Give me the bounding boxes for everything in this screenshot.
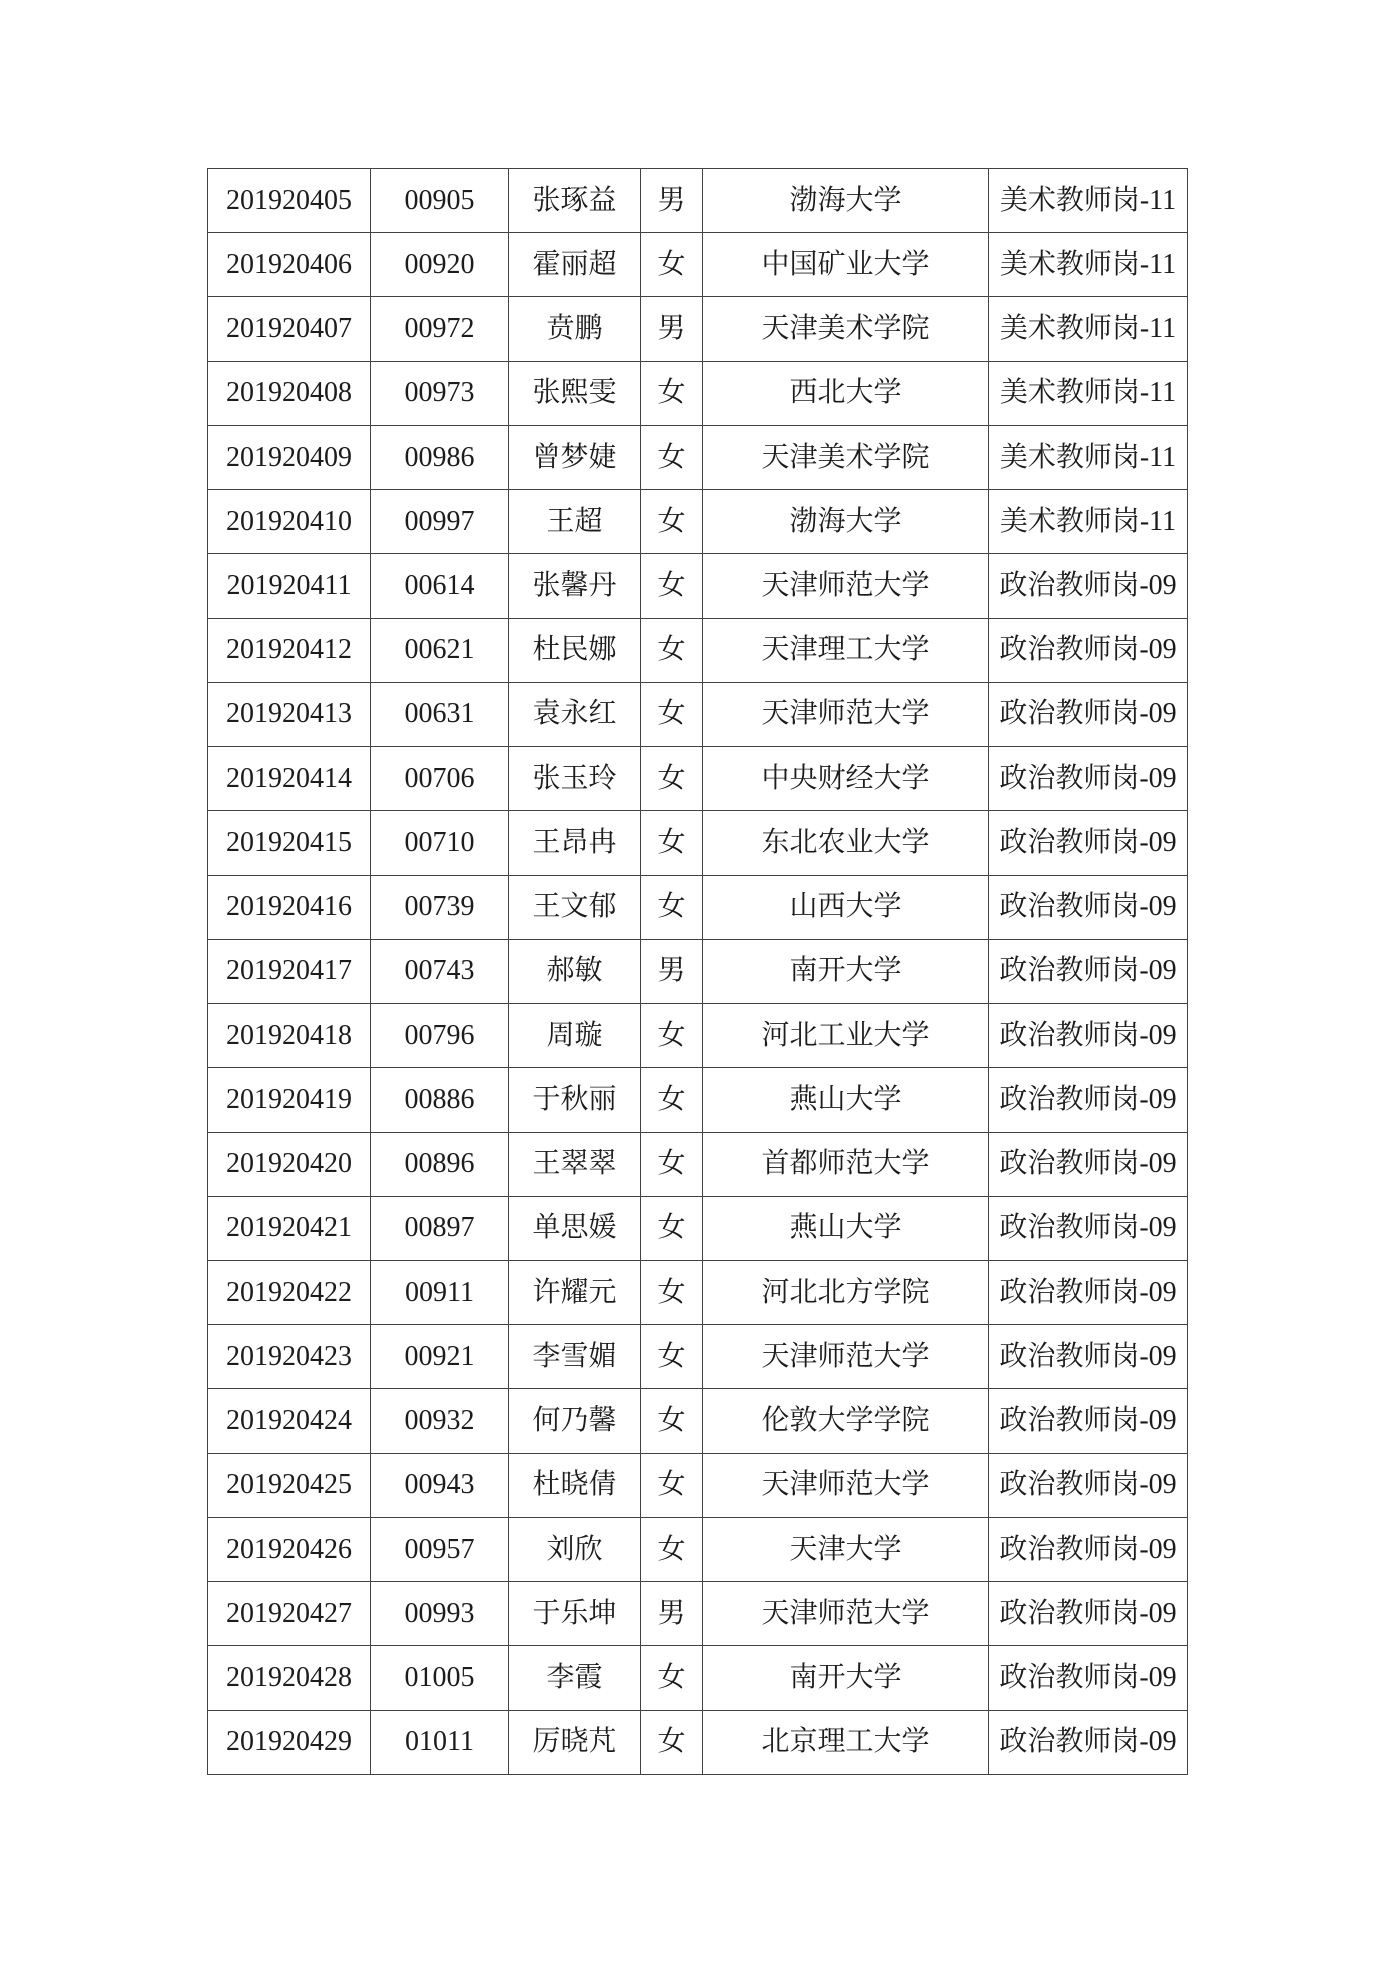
cell-university: 南开大学 (703, 939, 989, 1003)
cell-id: 201920408 (208, 361, 371, 425)
cell-name: 周璇 (509, 1004, 641, 1068)
cell-gender: 女 (641, 1389, 703, 1453)
cell-name: 何乃馨 (509, 1389, 641, 1453)
cell-position: 政治教师岗-09 (989, 1453, 1188, 1517)
cell-university: 东北农业大学 (703, 811, 989, 875)
cell-number: 00957 (371, 1517, 509, 1581)
cell-number: 00621 (371, 618, 509, 682)
table-row (208, 747, 1188, 811)
cell-name: 袁永红 (509, 682, 641, 746)
cell-number: 00739 (371, 875, 509, 939)
cell-number: 00973 (371, 361, 509, 425)
cell-position: 政治教师岗-09 (989, 1196, 1188, 1260)
cell-position: 政治教师岗-09 (989, 1582, 1188, 1646)
cell-gender: 女 (641, 233, 703, 297)
cell-number: 00972 (371, 297, 509, 361)
cell-position: 政治教师岗-09 (989, 1517, 1188, 1581)
cell-gender: 女 (641, 747, 703, 811)
table-row (208, 875, 1188, 939)
cell-gender: 女 (641, 1196, 703, 1260)
cell-number: 00710 (371, 811, 509, 875)
cell-position: 政治教师岗-09 (989, 875, 1188, 939)
cell-position: 政治教师岗-09 (989, 1325, 1188, 1389)
cell-position: 政治教师岗-09 (989, 1260, 1188, 1324)
cell-name: 单思媛 (509, 1196, 641, 1260)
cell-name: 王翠翠 (509, 1132, 641, 1196)
cell-number: 00920 (371, 233, 509, 297)
cell-name: 许耀元 (509, 1260, 641, 1324)
cell-university: 天津理工大学 (703, 618, 989, 682)
table-row (208, 1068, 1188, 1132)
cell-position: 美术教师岗-11 (989, 425, 1188, 489)
cell-id: 201920411 (208, 554, 371, 618)
cell-id: 201920429 (208, 1710, 371, 1774)
cell-id: 201920420 (208, 1132, 371, 1196)
cell-number: 01005 (371, 1646, 509, 1710)
cell-name: 王昂冉 (509, 811, 641, 875)
cell-gender: 女 (641, 1068, 703, 1132)
cell-name: 张馨丹 (509, 554, 641, 618)
table-row (208, 1389, 1188, 1453)
cell-gender: 女 (641, 1004, 703, 1068)
cell-name: 杜晓倩 (509, 1453, 641, 1517)
cell-gender: 女 (641, 1710, 703, 1774)
cell-gender: 女 (641, 425, 703, 489)
cell-number: 00943 (371, 1453, 509, 1517)
cell-id: 201920418 (208, 1004, 371, 1068)
cell-university: 西北大学 (703, 361, 989, 425)
cell-id: 201920417 (208, 939, 371, 1003)
table-row (208, 1517, 1188, 1581)
cell-position: 政治教师岗-09 (989, 618, 1188, 682)
cell-gender: 女 (641, 1517, 703, 1581)
cell-number: 00886 (371, 1068, 509, 1132)
cell-name: 于秋丽 (509, 1068, 641, 1132)
cell-gender: 女 (641, 1325, 703, 1389)
candidate-table (207, 168, 1188, 1775)
cell-university: 首都师范大学 (703, 1132, 989, 1196)
cell-university: 中国矿业大学 (703, 233, 989, 297)
cell-gender: 男 (641, 297, 703, 361)
cell-id: 201920405 (208, 169, 371, 233)
cell-name: 贲鹏 (509, 297, 641, 361)
cell-university: 河北北方学院 (703, 1260, 989, 1324)
cell-position: 政治教师岗-09 (989, 1132, 1188, 1196)
cell-number: 00706 (371, 747, 509, 811)
cell-university: 南开大学 (703, 1646, 989, 1710)
cell-university: 燕山大学 (703, 1196, 989, 1260)
cell-position: 政治教师岗-09 (989, 682, 1188, 746)
table-row (208, 1260, 1188, 1324)
cell-position: 美术教师岗-11 (989, 490, 1188, 554)
cell-id: 201920427 (208, 1582, 371, 1646)
table-row (208, 1004, 1188, 1068)
table-row (208, 618, 1188, 682)
cell-number: 01011 (371, 1710, 509, 1774)
cell-number: 00614 (371, 554, 509, 618)
cell-position: 政治教师岗-09 (989, 554, 1188, 618)
cell-gender: 男 (641, 169, 703, 233)
cell-gender: 女 (641, 1132, 703, 1196)
cell-id: 201920419 (208, 1068, 371, 1132)
cell-name: 于乐坤 (509, 1582, 641, 1646)
cell-gender: 男 (641, 1582, 703, 1646)
cell-name: 霍丽超 (509, 233, 641, 297)
cell-id: 201920416 (208, 875, 371, 939)
cell-name: 张琢益 (509, 169, 641, 233)
cell-position: 政治教师岗-09 (989, 1004, 1188, 1068)
cell-university: 天津美术学院 (703, 297, 989, 361)
cell-gender: 女 (641, 1260, 703, 1324)
cell-gender: 男 (641, 939, 703, 1003)
cell-name: 张玉玲 (509, 747, 641, 811)
table-row (208, 297, 1188, 361)
cell-number: 00932 (371, 1389, 509, 1453)
cell-id: 201920423 (208, 1325, 371, 1389)
cell-position: 美术教师岗-11 (989, 361, 1188, 425)
cell-id: 201920410 (208, 490, 371, 554)
cell-position: 美术教师岗-11 (989, 297, 1188, 361)
cell-number: 00796 (371, 1004, 509, 1068)
table-row (208, 425, 1188, 489)
cell-name: 王文郁 (509, 875, 641, 939)
cell-id: 201920412 (208, 618, 371, 682)
cell-number: 00897 (371, 1196, 509, 1260)
cell-university: 山西大学 (703, 875, 989, 939)
cell-gender: 女 (641, 1646, 703, 1710)
cell-number: 00905 (371, 169, 509, 233)
cell-position: 政治教师岗-09 (989, 1068, 1188, 1132)
cell-id: 201920421 (208, 1196, 371, 1260)
cell-number: 00896 (371, 1132, 509, 1196)
cell-id: 201920413 (208, 682, 371, 746)
cell-university: 天津师范大学 (703, 682, 989, 746)
table-row (208, 811, 1188, 875)
cell-gender: 女 (641, 1453, 703, 1517)
cell-name: 张熙雯 (509, 361, 641, 425)
table-row (208, 233, 1188, 297)
cell-position: 政治教师岗-09 (989, 1646, 1188, 1710)
cell-university: 伦敦大学学院 (703, 1389, 989, 1453)
cell-position: 政治教师岗-09 (989, 811, 1188, 875)
cell-id: 201920415 (208, 811, 371, 875)
cell-number: 00631 (371, 682, 509, 746)
cell-name: 刘欣 (509, 1517, 641, 1581)
cell-name: 厉晓芃 (509, 1710, 641, 1774)
cell-position: 政治教师岗-09 (989, 939, 1188, 1003)
table-row (208, 1132, 1188, 1196)
cell-university: 天津师范大学 (703, 1582, 989, 1646)
table-row (208, 939, 1188, 1003)
cell-number: 00743 (371, 939, 509, 1003)
cell-gender: 女 (641, 361, 703, 425)
cell-number: 00911 (371, 1260, 509, 1324)
cell-gender: 女 (641, 682, 703, 746)
table-row (208, 1325, 1188, 1389)
cell-name: 李霞 (509, 1646, 641, 1710)
cell-name: 李雪媚 (509, 1325, 641, 1389)
cell-gender: 女 (641, 554, 703, 618)
table-row (208, 1646, 1188, 1710)
cell-name: 杜民娜 (509, 618, 641, 682)
cell-id: 201920426 (208, 1517, 371, 1581)
table-row (208, 361, 1188, 425)
table-row (208, 682, 1188, 746)
candidate-table-body (208, 169, 1188, 1775)
cell-id: 201920406 (208, 233, 371, 297)
cell-university: 河北工业大学 (703, 1004, 989, 1068)
cell-university: 天津大学 (703, 1517, 989, 1581)
cell-number: 00997 (371, 490, 509, 554)
table-row (208, 1196, 1188, 1260)
cell-position: 政治教师岗-09 (989, 1710, 1188, 1774)
cell-position: 美术教师岗-11 (989, 233, 1188, 297)
cell-id: 201920424 (208, 1389, 371, 1453)
cell-gender: 女 (641, 490, 703, 554)
cell-id: 201920414 (208, 747, 371, 811)
cell-id: 201920425 (208, 1453, 371, 1517)
cell-university: 天津美术学院 (703, 425, 989, 489)
cell-number: 00993 (371, 1582, 509, 1646)
table-row (208, 1453, 1188, 1517)
table-row (208, 1582, 1188, 1646)
cell-university: 北京理工大学 (703, 1710, 989, 1774)
table-row (208, 490, 1188, 554)
cell-university: 天津师范大学 (703, 1325, 989, 1389)
table-row (208, 169, 1188, 233)
cell-id: 201920428 (208, 1646, 371, 1710)
cell-name: 王超 (509, 490, 641, 554)
cell-gender: 女 (641, 875, 703, 939)
cell-university: 渤海大学 (703, 490, 989, 554)
cell-number: 00921 (371, 1325, 509, 1389)
cell-position: 美术教师岗-11 (989, 169, 1188, 233)
cell-position: 政治教师岗-09 (989, 747, 1188, 811)
cell-university: 天津师范大学 (703, 1453, 989, 1517)
cell-university: 燕山大学 (703, 1068, 989, 1132)
cell-university: 中央财经大学 (703, 747, 989, 811)
cell-number: 00986 (371, 425, 509, 489)
cell-university: 天津师范大学 (703, 554, 989, 618)
cell-university: 渤海大学 (703, 169, 989, 233)
cell-position: 政治教师岗-09 (989, 1389, 1188, 1453)
cell-id: 201920407 (208, 297, 371, 361)
cell-name: 曾梦婕 (509, 425, 641, 489)
cell-name: 郝敏 (509, 939, 641, 1003)
cell-gender: 女 (641, 811, 703, 875)
cell-id: 201920409 (208, 425, 371, 489)
cell-gender: 女 (641, 618, 703, 682)
table-row (208, 1710, 1188, 1774)
table-row (208, 554, 1188, 618)
cell-id: 201920422 (208, 1260, 371, 1324)
